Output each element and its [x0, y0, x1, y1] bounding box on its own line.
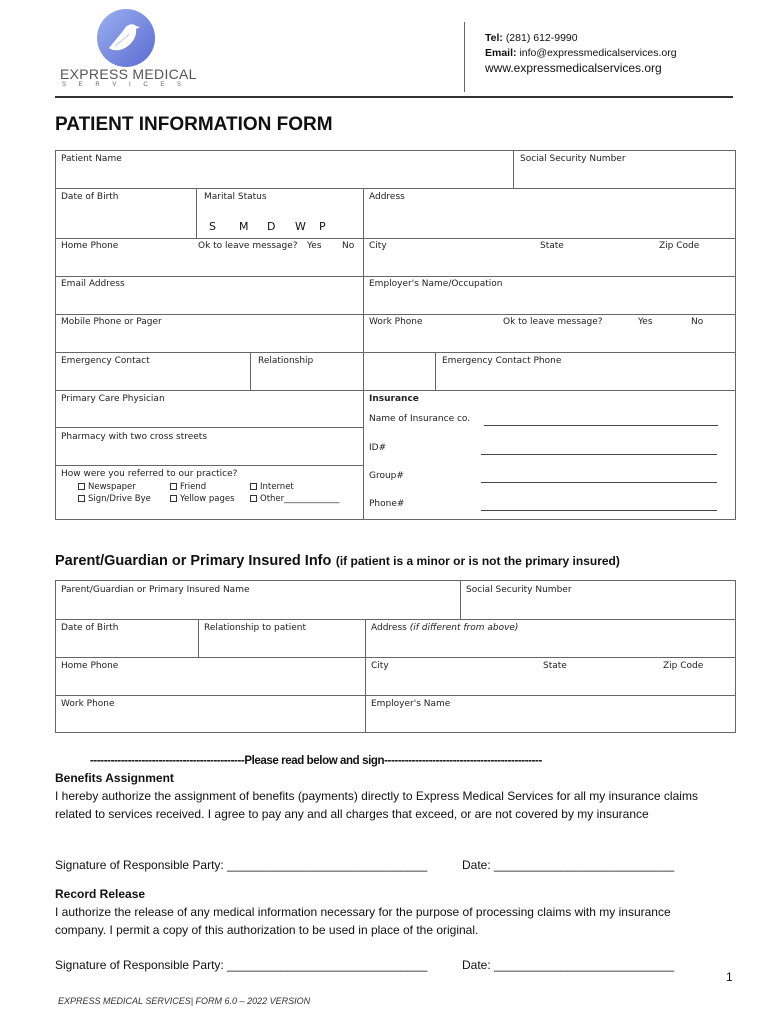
- guardian-city-field[interactable]: City: [371, 661, 389, 671]
- work-phone-no[interactable]: No: [691, 317, 704, 327]
- guardian-heading: [55, 552, 620, 570]
- guardian-heading-title: Parent/Guardian or Primary Insured Info: [55, 553, 332, 569]
- patient-name-field[interactable]: Patient Name: [61, 154, 122, 164]
- benefits-heading: Benefits Assignment: [55, 771, 174, 785]
- tel-value: (281) 612-9990: [505, 32, 578, 44]
- referral-yellow-pages[interactable]: Yellow pages: [170, 494, 250, 504]
- guardian-zip-field[interactable]: Zip Code: [663, 661, 704, 671]
- marital-option-p[interactable]: P: [319, 220, 326, 233]
- guardian-address-note: (if different from above): [409, 623, 519, 633]
- tel-label: Tel:: [485, 32, 503, 44]
- emergency-contact-field[interactable]: Emergency Contact: [61, 356, 150, 366]
- address-field[interactable]: Address: [369, 192, 405, 202]
- header-divider: [464, 22, 465, 92]
- guardian-address-field[interactable]: Address (if different from above): [371, 623, 519, 633]
- contact-info: [485, 32, 677, 75]
- logo-subtitle: S E R V I C E S: [62, 82, 187, 88]
- work-phone-field[interactable]: Work Phone: [369, 317, 423, 327]
- checkbox-icon: [250, 483, 257, 490]
- email-address-field[interactable]: Email Address: [61, 279, 125, 289]
- zip-field[interactable]: Zip Code: [659, 241, 700, 251]
- city-field[interactable]: City: [369, 241, 387, 251]
- marital-option-s[interactable]: S: [209, 220, 216, 233]
- date-line-2[interactable]: Date: ___________________________: [462, 958, 675, 972]
- guardian-employer-field[interactable]: Employer's Name: [371, 699, 451, 709]
- mobile-phone-field[interactable]: Mobile Phone or Pager: [61, 317, 162, 327]
- marital-options: [209, 220, 333, 233]
- date-line-1[interactable]: Date: ___________________________: [462, 858, 675, 872]
- marital-option-w[interactable]: W: [295, 220, 306, 233]
- signature-line-1[interactable]: Signature of Responsible Party: ______________________________: [55, 858, 428, 872]
- dove-logo-icon: [95, 8, 157, 68]
- insurance-group-line[interactable]: [481, 482, 717, 483]
- referral-newspaper[interactable]: Newspaper: [78, 482, 170, 492]
- referral-friend[interactable]: Friend: [170, 482, 250, 492]
- work-phone-yes[interactable]: Yes: [638, 317, 653, 327]
- pharmacy-field[interactable]: Pharmacy with two cross streets: [61, 432, 208, 442]
- insurance-phone-label: Phone#: [369, 499, 405, 509]
- logo: [55, 8, 205, 92]
- checkbox-icon: [250, 495, 257, 502]
- benefits-text: I hereby authorize the assignment of benefits (payments) directly to Express Medical Services for all my insurance claims related to services received. I agree to pay any and all charges that exceed, or are not covered by my insurance: [55, 789, 698, 821]
- ssn-field[interactable]: Social Security Number: [520, 154, 626, 164]
- referral-question: How were you referred to our practice?: [61, 469, 238, 479]
- guardian-name-field[interactable]: Parent/Guardian or Primary Insured Name: [61, 585, 250, 595]
- page-title: PATIENT INFORMATION FORM: [55, 114, 333, 135]
- guardian-state-field[interactable]: State: [543, 661, 567, 671]
- marital-option-m[interactable]: M: [239, 220, 249, 233]
- guardian-work-phone-field[interactable]: Work Phone: [61, 699, 115, 709]
- insurance-company-line[interactable]: [484, 425, 718, 426]
- insurance-phone-line[interactable]: [481, 510, 717, 511]
- page-number: 1: [726, 970, 733, 984]
- sign-divider: ---------------------------------------------Please read below and sign----------------------------------------------: [90, 755, 542, 767]
- state-field[interactable]: State: [540, 241, 564, 251]
- guardian-heading-note: (if patient is a minor or is not the primary insured): [335, 554, 620, 568]
- dob-field[interactable]: Date of Birth: [61, 192, 119, 202]
- insurance-group-label: Group#: [369, 471, 404, 481]
- work-ok-message-label: Ok to leave message?: [503, 317, 603, 327]
- home-phone-no[interactable]: No: [342, 241, 355, 251]
- guardian-ssn-field[interactable]: Social Security Number: [466, 585, 572, 595]
- primary-physician-field[interactable]: Primary Care Physician: [61, 394, 165, 404]
- guardian-relationship-field[interactable]: Relationship to patient: [204, 623, 307, 633]
- email-value: info@expressmedicalservices.org: [519, 47, 677, 59]
- employer-occupation-field[interactable]: Employer's Name/Occupation: [369, 279, 503, 289]
- checkbox-icon: [170, 495, 177, 502]
- signature-line-2[interactable]: Signature of Responsible Party: ______________________________: [55, 958, 428, 972]
- home-phone-yes[interactable]: Yes: [307, 241, 322, 251]
- insurance-id-label: ID#: [369, 443, 387, 453]
- guardian-dob-field[interactable]: Date of Birth: [61, 623, 119, 633]
- guardian-home-phone-field[interactable]: Home Phone: [61, 661, 119, 671]
- insurance-company-label: Name of Insurance co.: [369, 414, 471, 424]
- marital-option-d[interactable]: D: [267, 220, 276, 233]
- insurance-id-line[interactable]: [481, 454, 717, 455]
- form-version: EXPRESS MEDICAL SERVICES| FORM 6.0 – 2022 VERSION: [58, 996, 311, 1006]
- record-release-heading: Record Release: [55, 887, 146, 901]
- relationship-field[interactable]: Relationship: [258, 356, 314, 366]
- ok-message-label: Ok to leave message?: [198, 241, 298, 251]
- home-phone-field[interactable]: Home Phone: [61, 241, 119, 251]
- email-label: Email:: [485, 47, 517, 59]
- header-rule: [55, 96, 733, 98]
- referral-other[interactable]: Other_____________: [250, 494, 339, 504]
- checkbox-icon: [78, 483, 85, 490]
- checkbox-icon: [170, 483, 177, 490]
- insurance-heading: Insurance: [369, 394, 419, 404]
- referral-internet[interactable]: Internet: [250, 482, 294, 492]
- referral-sign[interactable]: Sign/Drive Bye: [78, 494, 170, 504]
- referral-options: [78, 482, 339, 504]
- website-link[interactable]: www.expressmedicalservices.org: [485, 61, 662, 75]
- emergency-phone-field[interactable]: Emergency Contact Phone: [442, 356, 562, 366]
- checkbox-icon: [78, 495, 85, 502]
- marital-status-label: Marital Status: [204, 192, 267, 202]
- record-release-text: I authorize the release of any medical information necessary for the purpose of processing claims with my insurance company. I permit a copy of this authorization to be used in place of the original.: [55, 905, 671, 937]
- logo-name: EXPRESS MEDICAL: [60, 66, 197, 82]
